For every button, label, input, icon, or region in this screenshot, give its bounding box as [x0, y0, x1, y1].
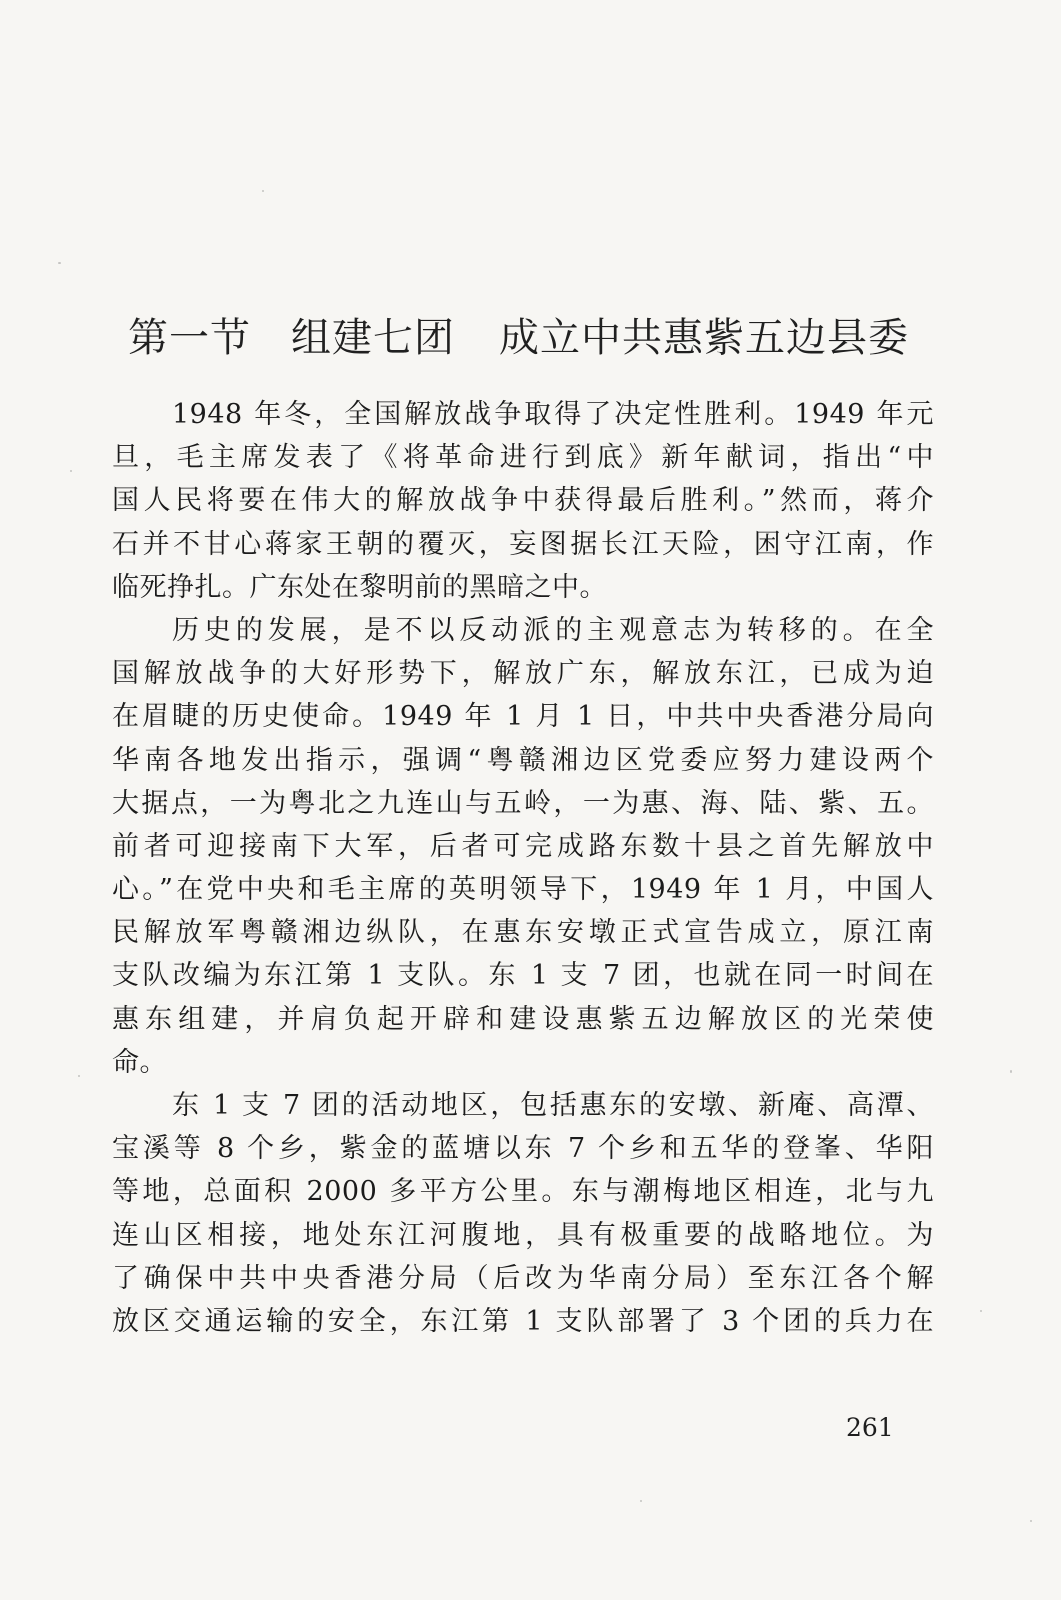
scan-speck	[1010, 1070, 1012, 1073]
text-line: 宝溪等 8 个乡，紫金的蓝塘以东 7 个乡和五华的登峯、华阳	[112, 1133, 934, 1165]
scan-speck	[78, 1075, 80, 1077]
text-line: 了确保中共中央香港分局（后改为华南分局）至东江各个解	[112, 1262, 934, 1294]
section-heading-part-1: 组建七团	[291, 315, 455, 361]
text-line: 大据点，一为粤北之九连山与五岭，一为惠、海、陆、紫、五。	[112, 787, 934, 819]
text-line: 历史的发展，是不以反动派的主观意志为转移的。在全	[172, 614, 934, 646]
scan-speck	[262, 190, 264, 192]
text-line: 临死挣扎。广东处在黎明前的黑暗之中。	[112, 571, 607, 603]
scan-speck	[70, 470, 72, 472]
text-line: 民解放军粤赣湘边纵队，在惠东安墩正式宣告成立，原江南	[112, 917, 934, 949]
section-number: 第一节	[128, 315, 251, 361]
text-line: 前者可迎接南下大军，后者可完成路东数十县之首先解放中	[112, 830, 934, 862]
text-line: 华南各地发出指示，强调“粤赣湘边区党委应努力建设两个	[112, 744, 934, 776]
text-line: 在眉睫的历史使命。1949 年 1 月 1 日，中共中央香港分局向	[112, 701, 934, 733]
text-line: 命。	[112, 1046, 167, 1078]
scan-speck	[1030, 1520, 1032, 1522]
scan-speck	[58, 262, 61, 264]
body-text	[112, 393, 934, 1343]
section-heading-part-2: 成立中共惠紫五边县委	[499, 315, 909, 361]
text-line: 心。”在党中央和毛主席的英明领导下，1949 年 1 月，中国人	[112, 874, 934, 906]
text-line: 旦，毛主席发表了《将革命进行到底》新年献词，指出“中	[112, 442, 934, 474]
text-line: 连山区相接，地处东江河腹地，具有极重要的战略地位。为	[112, 1219, 934, 1251]
scan-speck	[640, 1500, 642, 1502]
text-line: 石并不甘心蒋家王朝的覆灭，妄图据长江天险，困守江南，作	[112, 528, 934, 560]
text-line: 等地，总面积 2000 多平方公里。东与潮梅地区相连，北与九	[112, 1176, 934, 1208]
text-line: 惠东组建，并肩负起开辟和建设惠紫五边解放区的光荣使	[112, 1003, 934, 1035]
text-line: 国解放战争的大好形势下，解放广东，解放东江，已成为迫	[112, 658, 934, 690]
text-line: 放区交通运输的安全，东江第 1 支队部署了 3 个团的兵力在	[112, 1305, 934, 1337]
page-number: 261	[846, 1413, 894, 1442]
text-line: 国人民将要在伟大的解放战争中获得最后胜利。”然而，蒋介	[112, 485, 934, 517]
text-line: 1948 年冬，全国解放战争取得了决定性胜利。1949 年元	[172, 399, 934, 430]
text-line: 支队改编为东江第 1 支队。东 1 支 7 团，也就在同一时间在	[112, 960, 934, 992]
section-title	[128, 306, 948, 370]
scan-speck	[980, 1310, 982, 1312]
text-line: 东 1 支 7 团的活动地区，包括惠东的安墩、新庵、高潭、	[172, 1090, 934, 1121]
